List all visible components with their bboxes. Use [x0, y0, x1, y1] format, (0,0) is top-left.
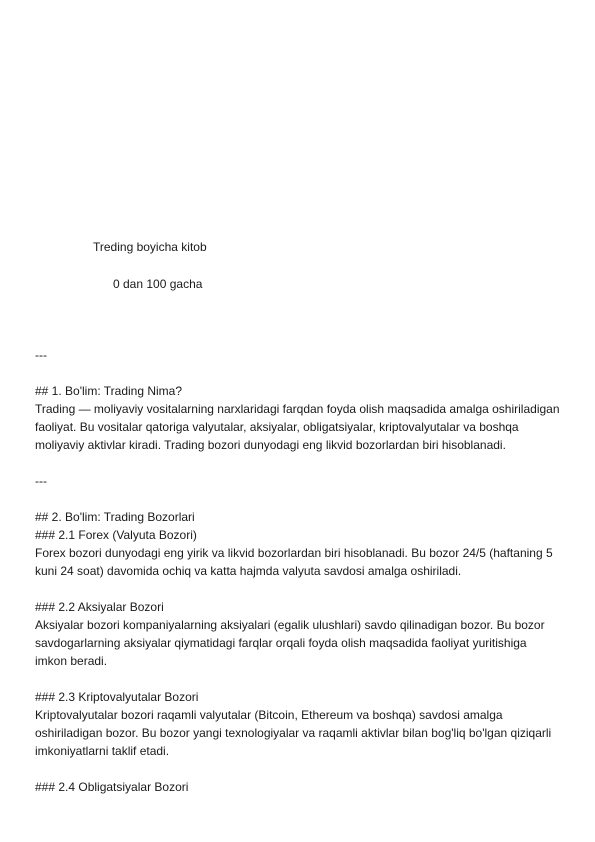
- book-title: Treding boyicha kitob: [93, 240, 207, 254]
- section-2-1-paragraph: Forex bozori dunyodagi eng yirik va likvid bozorlardan biri hisoblanadi. Bu bozor 24/5 (haftaning 5 kuni 24 soat) davomida ochiq va katta hajmda valyuta savdosi amalga oshiriladi.: [35, 546, 553, 578]
- section-2-2-paragraph: Aksiyalar bozori kompaniyalarning aksiyalari (egalik ulushlari) savdo qilinadigan bozor. Bu bozor savdogarlarning aksiyalar qiymatidagi farqlar orqali foyda olish maqsadida faoliyat yuritishiga imkon beradi.: [35, 618, 545, 668]
- book-subtitle: 0 dan 100 gacha: [113, 277, 203, 291]
- separator: ---: [35, 474, 47, 488]
- document-body: [35, 346, 560, 796]
- section-2-2-heading: ### 2.2 Aksiyalar Bozori: [35, 600, 164, 614]
- section-2-4-heading: ### 2.4 Obligatsiyalar Bozori: [35, 780, 189, 794]
- section-2-1-heading: ### 2.1 Forex (Valyuta Bozori): [35, 528, 197, 542]
- section-2-3-heading: ### 2.3 Kriptovalyutalar Bozori: [35, 690, 199, 704]
- section-2-heading: ## 2. Bo'lim: Trading Bozorlari: [35, 510, 195, 524]
- section-1-paragraph: Trading — moliyaviy vositalarning narxlaridagi farqdan foyda olish maqsadida amalga oshiriladigan faoliyat. Bu vositalar qatoriga valyutalar, aksiyalar, obligatsiyalar, kriptovalyutalar va boshqa moliyaviy aktivlar kiradi. Trading bozori dunyodagi eng likvid bozorlardan biri hisoblanadi.: [35, 402, 560, 452]
- section-2-3-paragraph: Kriptovalyutalar bozori raqamli valyutalar (Bitcoin, Ethereum va boshqa) savdosi amalga oshiriladigan bozor. Bu bozor yangi texnologiyalar va raqamli aktivlar bilan bog'liq bo'lgan qiziqarli imkoniyatlarni taklif etadi.: [35, 708, 552, 758]
- section-1-heading: ## 1. Bo'lim: Trading Nima?: [35, 384, 183, 398]
- separator: ---: [35, 348, 47, 362]
